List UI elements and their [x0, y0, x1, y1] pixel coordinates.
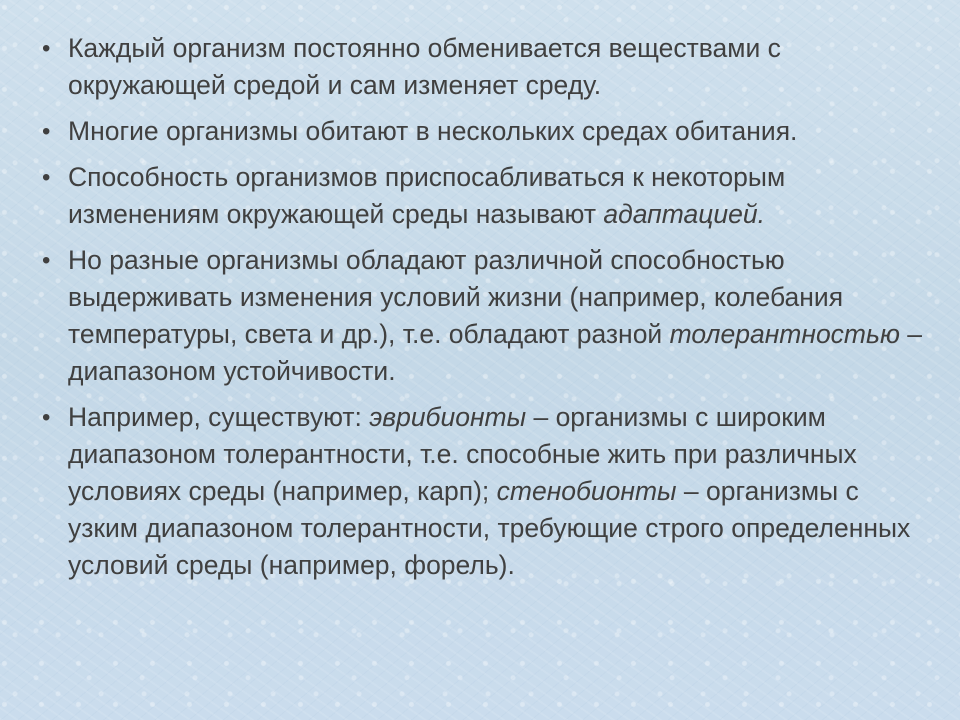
bullet-text: Но разные организмы обладают различной способностью выдерживать изменения условий жизни (например, колебания температуры, света и др.), т.е. обладают разной: [68, 245, 844, 349]
bullet-item: [36, 113, 936, 150]
bullet-item: [36, 399, 936, 584]
term-eurybionts: эврибионты: [369, 402, 527, 432]
bullet-dot-icon: •: [42, 404, 51, 431]
bullet-text: Многие организмы обитают в нескольких средах обитания.: [68, 116, 798, 146]
term-tolerance: толерантностью: [669, 319, 900, 349]
bullet-dot-icon: •: [42, 118, 51, 145]
bullet-item: [36, 30, 936, 104]
term-adaptation: адаптацией.: [603, 199, 765, 229]
bullet-text: – диапазоном устойчивости.: [68, 319, 922, 386]
bullet-dot-icon: •: [42, 164, 51, 191]
bullet-text: Способность организмов приспосабливаться к некоторым изменениям окружающей среды называют: [68, 162, 786, 229]
bullet-text: Каждый организм постоянно обменивается веществами с окружающей средой и сам изменяет среду.: [68, 33, 781, 100]
bullet-dot-icon: •: [42, 35, 51, 62]
bullet-item: [36, 159, 936, 233]
bullet-text: – организмы с узким диапазоном толерантности, требующие строго определенных условий среды (например, форель).: [68, 476, 911, 580]
bullet-list: [36, 30, 936, 593]
bullet-item: [36, 242, 936, 390]
bullet-dot-icon: •: [42, 247, 51, 274]
term-stenobionts: стенобионты: [496, 476, 677, 506]
bullet-text: – организмы с широким диапазоном толерантности, т.е. способные жить при различных условиях среды (например, карп);: [68, 402, 857, 506]
bullet-text: Например, существуют:: [68, 402, 370, 432]
